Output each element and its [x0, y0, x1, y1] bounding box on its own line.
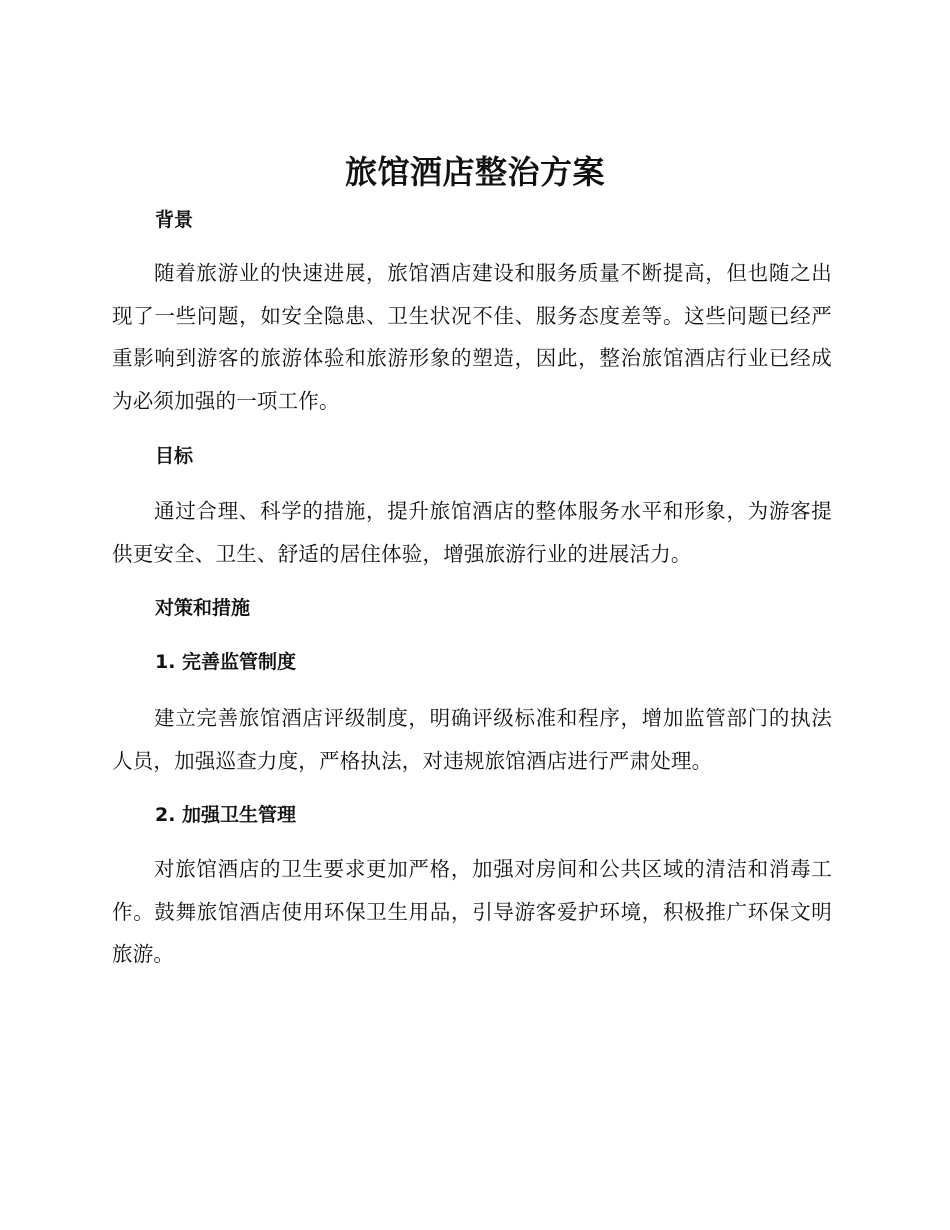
section-heading-supervision: 1. 完善监管制度 [155, 651, 297, 673]
section-heading-hygiene: 2. 加强卫生管理 [155, 804, 297, 826]
section-paragraph-goal: 通过合理、科学的措施，提升旅馆酒店的整体服务水平和形象，为游客提供更安全、卫生、舒适的居住体验，增强旅游行业的进展活力。 [112, 499, 832, 566]
document-title: 旅馆酒店整治方案 [344, 153, 605, 191]
section-heading-background: 背景 [155, 209, 194, 231]
section-paragraph-background: 随着旅游业的快速进展，旅馆酒店建设和服务质量不断提高，但也随之出现了一些问题，如安全隐患、卫生状况不佳、服务态度差等。这些问题已经严重影响到游客的旅游体验和旅游形象的塑造，因此，整治旅馆酒店行业已经成为必须加强的一项工作。 [112, 261, 832, 413]
section-heading-measures: 对策和措施 [155, 597, 251, 619]
section-paragraph-hygiene: 对旅馆酒店的卫生要求更加严格，加强对房间和公共区域的清洁和消毒工作。鼓舞旅馆酒店使用环保卫生用品，引导游客爱护环境，积极推广环保文明旅游。 [112, 857, 832, 966]
section-heading-goal: 目标 [155, 445, 194, 467]
section-paragraph-supervision: 建立完善旅馆酒店评级制度，明确评级标准和程序，增加监管部门的执法人员，加强巡查力度，严格执法，对违规旅馆酒店进行严肃处理。 [112, 706, 832, 773]
